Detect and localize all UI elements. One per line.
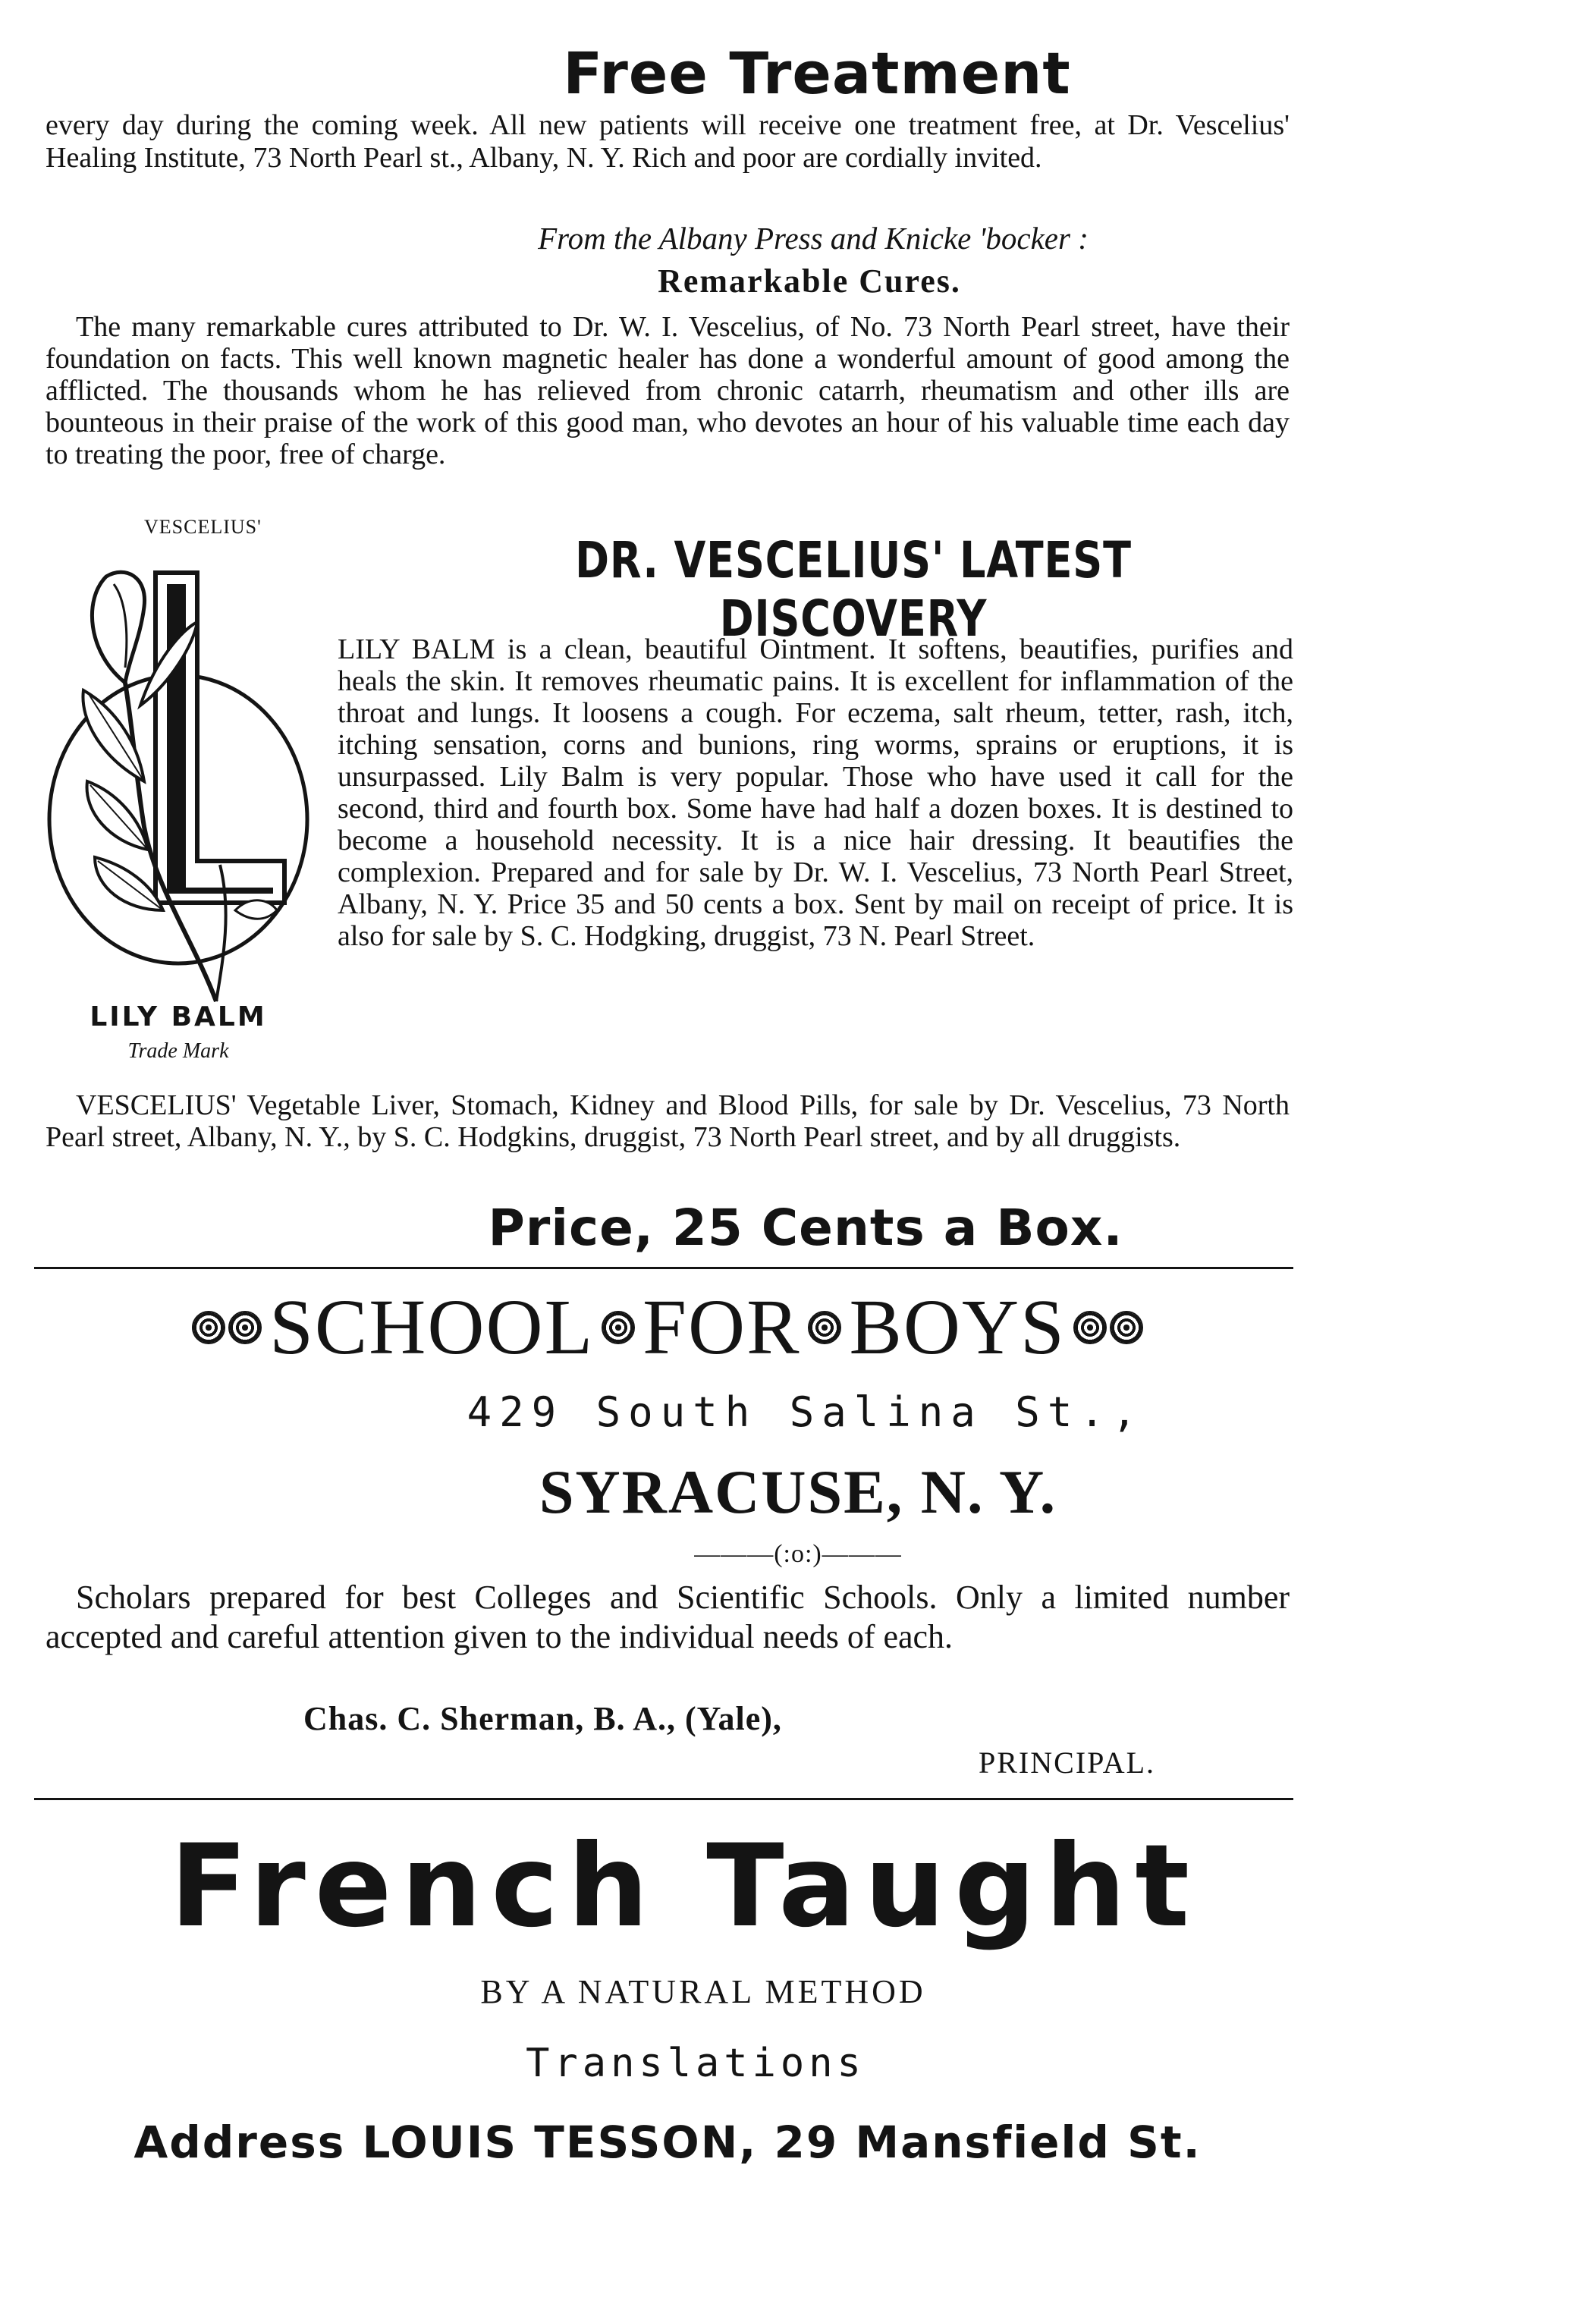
lily-letter-l-emblem-icon: [42, 531, 338, 1017]
school-title-word: FOR: [642, 1284, 801, 1371]
remarkable-cures-paragraph: The many remarkable cures attributed to Dr. W. I. Vescelius, of No. 73 North Pearl street, have their foundation on facts. This well known magnetic healer has done a wonderful amount of good among the afflicted. The thousands whom he has relieved from chronic catarrh, rheumatism and other ills are bounteous in their praise of the work of this good man, who devotes an hour of his valuable time each day to treating the poor, free of charge.: [46, 311, 1290, 470]
school-title-word: SCHOOL: [269, 1284, 595, 1371]
free-treatment-text: every day during the coming week. All new patients will receive one treatment free, at Dr. Vescelius' Healing Institute, 73 North Pearl st., Albany, N. Y. Rich and poor are cordially invited.: [46, 109, 1290, 174]
natural-method-line: BY A NATURAL METHOD: [480, 1973, 926, 2010]
school-description: [46, 1578, 1290, 1657]
ornament-pair-right: [1073, 1311, 1143, 1344]
ornament-pair-left: [192, 1311, 262, 1344]
concentric-target-icon: [1110, 1311, 1143, 1344]
trademark-name: LILY BALM: [90, 1001, 267, 1032]
pills-paragraph: VESCELIUS' Vegetable Liver, Stomach, Kidney and Blood Pills, for sale by Dr. Vescelius, 73 North Pearl street, Albany, N. Y., by S. C. Hodgkins, druggist, 73 North Pearl street, and by all druggists.: [46, 1089, 1290, 1153]
section-divider-rule: [34, 1798, 1293, 1800]
concentric-target-icon: [602, 1311, 635, 1344]
lily-balm-trademark: [42, 516, 338, 1092]
trademark-subtitle: Trade Mark: [127, 1039, 229, 1063]
remarkable-cures-heading: Remarkable Cures.: [658, 262, 961, 300]
concentric-target-icon: [808, 1311, 841, 1344]
section-divider-rule: [34, 1267, 1293, 1269]
latest-discovery-heading: DR. VESCELIUS' LATEST DISCOVERY: [575, 531, 1132, 648]
principal-name: Chas. C. Sherman, B. A., (Yale),: [303, 1700, 782, 1737]
school-city: SYRACUSE, N. Y.: [539, 1457, 1057, 1526]
remarkable-cures-text: [46, 311, 1290, 470]
pills-advertisement: [46, 1089, 1290, 1153]
press-source-line: From the Albany Press and Knicke 'bocker :: [538, 221, 1089, 256]
concentric-target-icon: [192, 1311, 225, 1344]
free-treatment-heading: Free Treatment: [563, 39, 1071, 107]
concentric-target-icon: [228, 1311, 262, 1344]
school-title-word: BOYS: [849, 1284, 1066, 1371]
french-taught-heading: French Taught: [169, 1821, 1199, 1953]
concentric-target-icon: [1073, 1311, 1107, 1344]
lily-balm-description: LILY BALM is a clean, beautiful Ointment. It softens, beautifies, purifies and heals the skin. It removes rheumatic pains. It is excellent for inflammation of the throat and lungs. It loosens a cough. For eczema, salt rheum, tetter, rash, itch, itching sensation, corns and bunions, ring worms, sprains or eruptions, it is unsurpassed. Lily Balm is very popular. Those who have used it call for the second, third and fourth box. Some have had half a dozen boxes. It is destined to become a household necessity. It is a nice hair dressing. It beautifies the complexion. Prepared and for sale by Dr. W. I. Vescelius, 73 North Pearl Street, Albany, N. Y. Price 35 and 50 cents a box. Sent by mail on receipt of price. It is also for sale by S. C. Hodgking, druggist, 73 N. Pearl Street.: [338, 633, 1293, 952]
translations-line: Translations: [526, 2041, 866, 2086]
school-paragraph: Scholars prepared for best Colleges and Scientific Schools. Only a limited number accepted and careful attention given to the individual needs of each.: [46, 1579, 1290, 1655]
school-street-address: 429 South Salina St.,: [467, 1388, 1145, 1436]
ornamental-divider: ———(:o:)———: [694, 1540, 902, 1568]
school-for-boys-heading: [46, 1282, 1290, 1372]
principal-title: PRINCIPAL.: [979, 1746, 1156, 1780]
price-line: Price, 25 Cents a Box.: [488, 1199, 1123, 1257]
tutor-address-line: Address LOUIS TESSON, 29 Mansfield St.: [134, 2116, 1202, 2168]
trademark-brand-label: VESCELIUS': [144, 516, 262, 538]
